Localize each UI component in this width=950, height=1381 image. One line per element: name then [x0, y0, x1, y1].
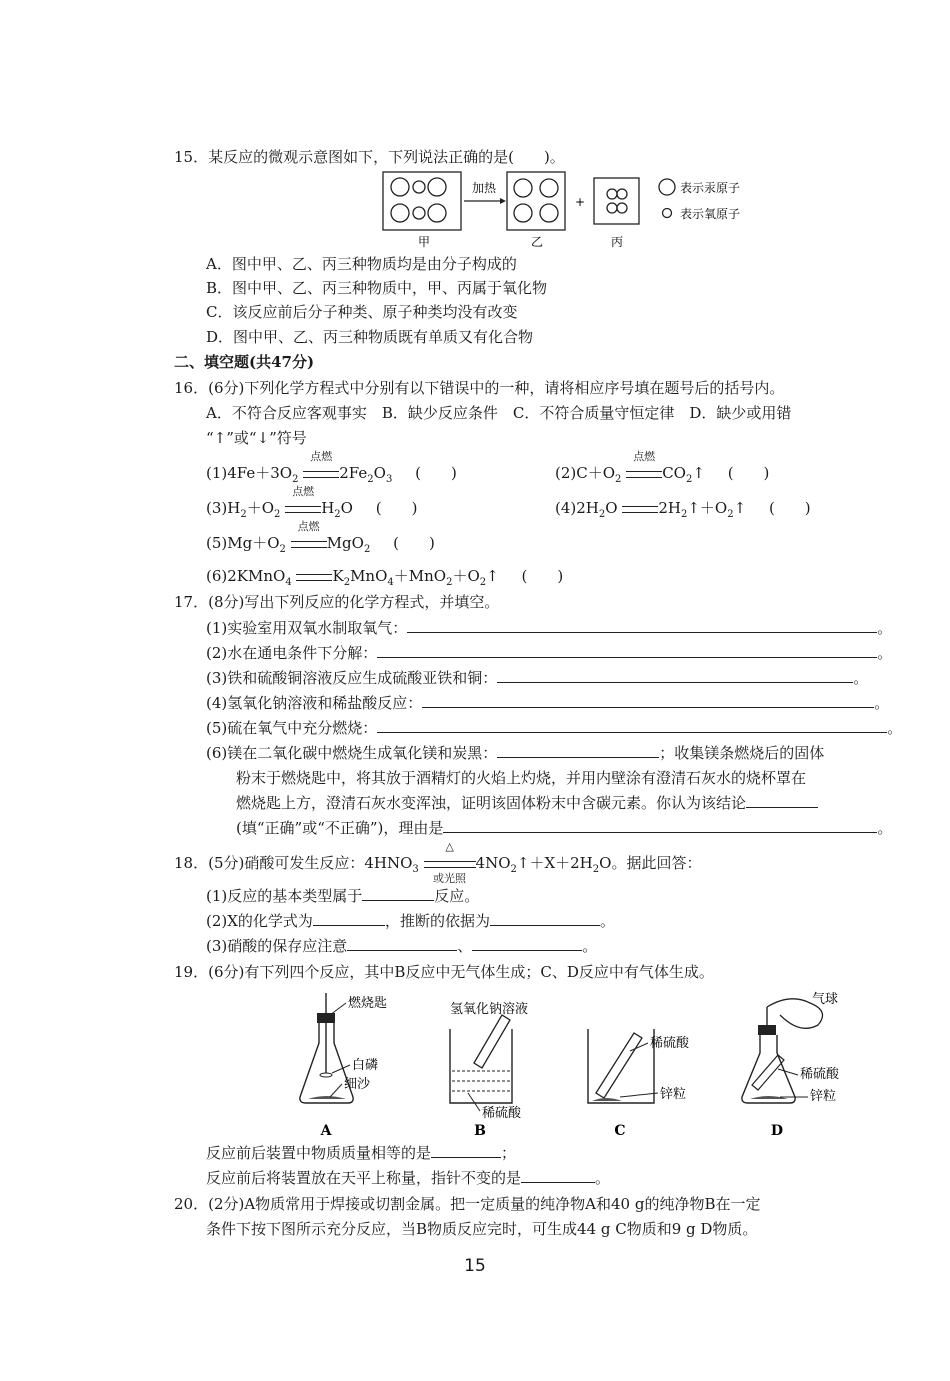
- label-h2so4-c: 稀硫酸: [650, 1036, 690, 1051]
- q17-item-6-c: 粉末于燃烧匙中，将其放于酒精灯的火焰上灼烧，并用内壁涂有澄清石灰水的烧杯罩在: [236, 769, 807, 787]
- svg-text:+: +: [574, 195, 586, 209]
- q16-eq-4: $(4)2H_2O$ $2H_2↑+O_2↑$ ( ): [555, 499, 811, 520]
- label-zn-d: 锌粒: [810, 1089, 837, 1104]
- flask-a: [300, 993, 387, 1139]
- flask-d: [742, 991, 840, 1139]
- letter-c: C: [614, 1123, 626, 1139]
- q17-stem: 17．(8分)写出下列反应的化学方程式，并填空。: [174, 593, 500, 611]
- q16-eq-3: $(3)H_2+O_2$ 点燃 $H_2O$ ( ): [206, 485, 418, 520]
- q15-stem: 15．某反应的微观示意图如下，下列说法正确的是( )。: [174, 148, 565, 166]
- letter-b: B: [474, 1123, 486, 1139]
- legend-hg: 表示汞原子: [680, 181, 741, 195]
- q15-option-b: B．图中甲、乙、丙三种物质中，甲、丙属于氧化物: [206, 279, 548, 297]
- label-bing: 丙: [610, 235, 624, 249]
- label-sand: 细沙: [344, 1077, 371, 1092]
- q17-item-6: (6)镁在二氧化碳中燃烧生成氧化镁和炭黑： ；收集镁条燃烧后的固体: [206, 744, 825, 762]
- q18-stem: 18．(5分)硝酸可发生反应：$4HNO_3$ △ 或光照 $4NO_2↑+X+2H_2O$。据此回答：: [174, 840, 702, 885]
- q15-option-c: C．该反应前后分子种类、原子种类均没有改变: [206, 303, 518, 321]
- q17-item-6-e: (填“正确”或“不正确”)，理由是 。: [236, 819, 893, 837]
- letter-a: A: [320, 1123, 332, 1139]
- q19-apparatus: [290, 985, 870, 1143]
- section-title: 二、填空题(共47分): [174, 353, 315, 371]
- q17-item-2: (2)水在通电条件下分解： 。: [206, 644, 893, 662]
- label-balloon: 气球: [812, 992, 839, 1007]
- label-naoh: 氢氧化钠溶液: [450, 1002, 529, 1017]
- arrow-label: 加热: [471, 181, 497, 195]
- beaker-b: [450, 1001, 528, 1139]
- q16-eq-5: $(5)Mg+O_2$ 点燃 MgO$_2$ ( ): [206, 520, 435, 555]
- page-number: 15: [464, 1256, 486, 1276]
- q20-line-1: 20．(2分)A物质常用于焊接或切割金属。把一定质量的纯净物A和40 g的纯净物B在一定: [174, 1195, 761, 1213]
- q19-line-2: 反应前后将装置放在天平上称量，指针不变的是 。: [206, 1169, 611, 1187]
- blank: ( ): [415, 464, 457, 482]
- q18-item-3: (3)硝酸的保存应注意 、 。: [206, 937, 598, 955]
- q16-eq-2: $(2)C+O_2$ 点燃 $CO_2↑$ ( ): [555, 450, 770, 485]
- label-zn-c: 锌粒: [660, 1087, 687, 1102]
- label-yi: 乙: [530, 235, 544, 249]
- label-h2so4-b: 稀硫酸: [482, 1106, 522, 1121]
- q18-item-2: (2)X的化学式为 ，推断的依据为 。: [206, 912, 615, 930]
- q16-options-2: “↑”或“↓”符号: [206, 429, 307, 447]
- q17-item-6-d: 燃烧匙上方，澄清石灰水变浑浊，证明该固体粉末中含碳元素。你认为该结论: [236, 793, 818, 813]
- label-white-p: 白磷: [352, 1058, 379, 1073]
- q17-item-3: (3)铁和硫酸铜溶液反应生成硫酸亚铁和铜： 。: [206, 669, 869, 687]
- label-spoon: 燃烧匙: [348, 996, 388, 1011]
- q19-line-1: 反应前后装置中物质质量相等的是 ；: [206, 1144, 517, 1162]
- q15-option-a: A．图中甲、乙、丙三种物质均是由分子构成的: [206, 255, 517, 273]
- label-h2so4-d: 稀硫酸: [800, 1067, 840, 1082]
- letter-d: D: [770, 1123, 784, 1139]
- q16-stem: 16．(6分)下列化学方程式中分别有以下错误中的一种，请将相应序号填在题号后的括号内。: [174, 379, 785, 397]
- q15-diagram: [380, 168, 800, 250]
- q17-item-1: (1)实验室用双氧水制取氧气： 。: [206, 619, 893, 637]
- label-jia: 甲: [417, 235, 431, 249]
- beaker-c: [588, 1029, 690, 1139]
- q19-stem: 19．(6分)有下列四个反应，其中B反应中无气体生成；C、D反应中有气体生成。: [174, 963, 714, 981]
- q18-item-1: (1)反应的基本类型属于 反应。: [206, 887, 480, 905]
- q16-options: A．不符合反应客观事实 B．缺少反应条件 C．不符合质量守恒定律 D．缺少或用错: [206, 404, 792, 422]
- q15-option-d: D．图中甲、乙、丙三种物质既有单质又有化合物: [206, 328, 534, 346]
- q17-item-5: (5)硫在氧气中充分燃烧： 。: [206, 719, 903, 737]
- legend-o: 表示氧原子: [680, 207, 741, 221]
- q20-line-2: 条件下按下图所示充分反应，当B物质反应完时，可生成44 g C物质和9 g D物质。: [206, 1220, 758, 1238]
- q16-eq-1: $(1)4Fe+3O_2$ 点燃 $2Fe_2O_3$ ( ): [206, 450, 457, 485]
- q17-item-4: (4)氢氧化钠溶液和稀盐酸反应： 。: [206, 694, 890, 712]
- q16-eq-6: (6)2KMnO$_4$ $K_2MnO_4+MnO_2+O_2↑$ ( ): [206, 567, 564, 588]
